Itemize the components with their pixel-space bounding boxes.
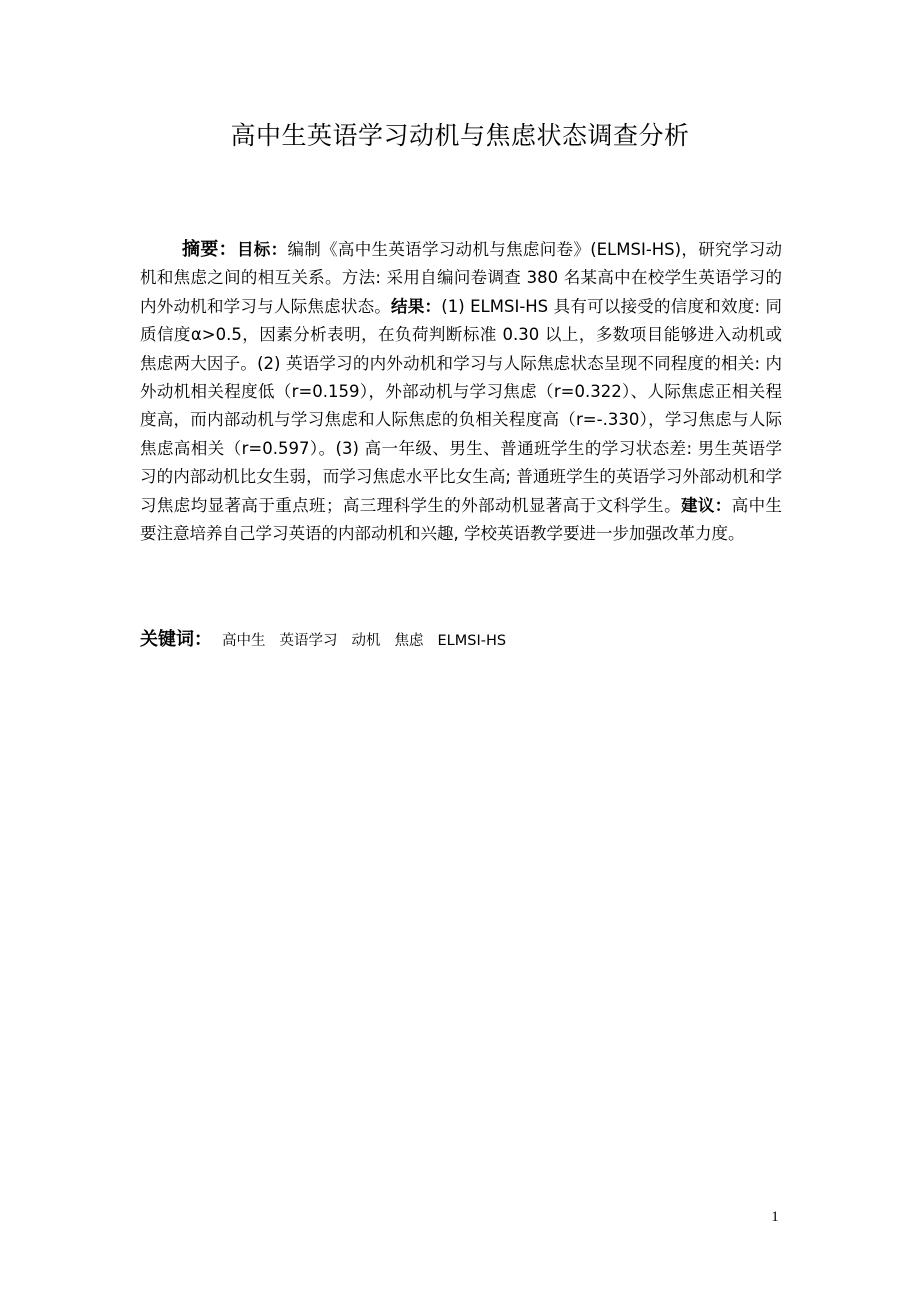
page-title: 高中生英语学习动机与焦虑状态调查分析 xyxy=(230,121,690,150)
results-text: (1) ELMSI-HS 具有可以接受的信度和效度: 同质信度α>0.5，因素分析表明，在负荷判断标准 0.30 以上，多数项目能够进入动机或焦虑两大因子。(2) 英语学习的内外动机和学习与人际焦虑状态呈现不同程度的相关: 内外动机相关程度低（r=0.159），外部动机与学习焦虑（r=0.322）、人际焦虑正相关程度高，而内部动机与学习焦虑和人际焦虑的负相关程度高（r=-.330），学习焦虑与人际焦虑高相关（r=0.597）。(3) 高一年级、男生、普通班学生的学习状态差: 男生英语学习的内部动机比女生弱，而学习焦虑水平比女生高; 普通班学生的英语学习外部动机和学习焦虑均显著高于重点班；高三理科学生的外部动机显著高于文科学生。 xyxy=(140,296,783,515)
keyword-item: 英语学习 xyxy=(279,633,338,649)
keywords-line xyxy=(140,626,782,655)
keyword-item: 动机 xyxy=(351,633,381,649)
keyword-item: 高中生 xyxy=(222,633,266,649)
abstract-label: 摘要： xyxy=(182,239,237,260)
abstract-paragraph xyxy=(140,236,782,548)
keyword-item: ELMSI-HS xyxy=(437,633,507,649)
keywords-label: 关键词： xyxy=(140,629,212,650)
keyword-item: 焦虑 xyxy=(394,633,424,649)
suggestion-label: 建议： xyxy=(680,495,732,515)
objective-label: 目标： xyxy=(236,240,288,259)
suggestion-text: 高中生要注意培养自己学习英语的内部动机和兴趣, 学校英语教学要进一步加强改革力度。 xyxy=(140,495,783,544)
page-number: 1 xyxy=(771,1209,779,1225)
objective-text: 编制《高中生英语学习动机与焦虑问卷》(ELMSI-HS)，研究学习动机和焦虑之间的相互关系。方法: 采用自编问卷调查 380 名某高中在校学生英语学习的内外动机和学习与人际焦虑状态。 xyxy=(140,240,783,316)
results-label: 结果： xyxy=(391,296,442,316)
